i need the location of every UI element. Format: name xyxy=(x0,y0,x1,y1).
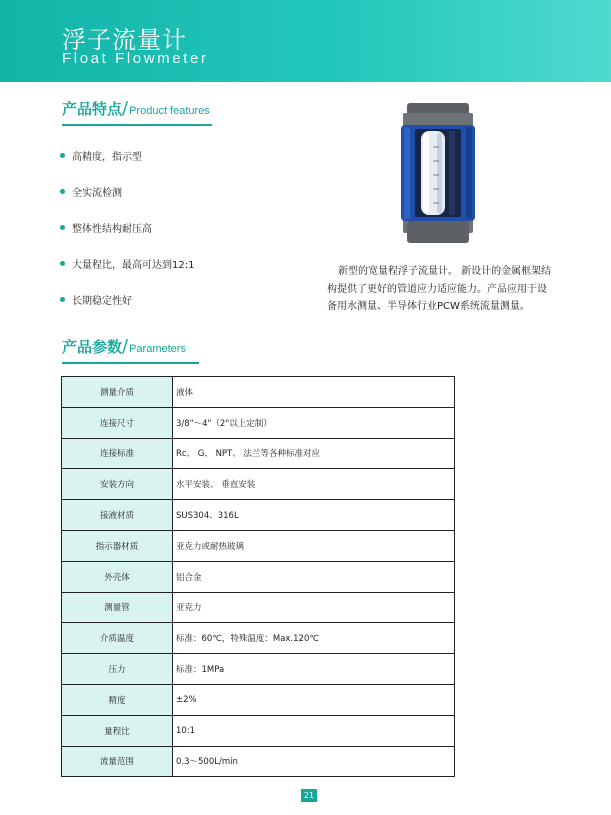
features-heading-cn: 产品特点 xyxy=(62,100,123,118)
heading-slash: / xyxy=(122,336,129,357)
param-value: SUS304、316L xyxy=(173,500,455,531)
bullet-dot-icon xyxy=(60,261,65,266)
param-label: 外壳体 xyxy=(62,561,173,592)
features-heading xyxy=(62,98,210,120)
params-heading-underline xyxy=(62,362,199,364)
feature-item: 大量程比，最高可达到12:1 xyxy=(60,245,194,281)
bullet-dot-icon xyxy=(60,297,65,302)
param-value: 亚克力或耐热玻璃 xyxy=(173,530,455,561)
table-row xyxy=(62,684,455,715)
param-label: 精度 xyxy=(62,684,173,715)
table-row xyxy=(62,438,455,469)
param-value: Rc、 G、 NPT、 法兰等各种标准对应 xyxy=(173,438,455,469)
param-label: 连接尺寸 xyxy=(62,407,173,438)
heading-slash: / xyxy=(122,98,129,119)
param-value: 3/8"～4"（2"以上定制） xyxy=(173,407,455,438)
feature-item: 整体性结构耐压高 xyxy=(60,209,194,245)
table-row xyxy=(62,377,455,408)
param-label: 指示器材质 xyxy=(62,530,173,561)
table-row xyxy=(62,592,455,623)
param-label: 测量管 xyxy=(62,592,173,623)
table-row xyxy=(62,654,455,685)
param-value: 10:1 xyxy=(173,715,455,746)
table-row xyxy=(62,715,455,746)
header-banner xyxy=(0,0,611,82)
table-row xyxy=(62,746,455,777)
param-value: 0.3～500L/min xyxy=(173,746,455,777)
table-row xyxy=(62,561,455,592)
feature-item: 高精度，指示型 xyxy=(60,137,194,173)
param-value: 标准：60℃，特殊温度：Max.120℃ xyxy=(173,623,455,654)
param-label: 介质温度 xyxy=(62,623,173,654)
table-row xyxy=(62,500,455,531)
param-value: 液体 xyxy=(173,377,455,408)
features-heading-en: Product features xyxy=(129,105,210,117)
param-label: 连接标准 xyxy=(62,438,173,469)
param-value: 亚克力 xyxy=(173,592,455,623)
param-value: ±2% xyxy=(173,684,455,715)
table-row xyxy=(62,407,455,438)
page-title: 浮子流量计 xyxy=(62,26,187,54)
param-label: 测量介质 xyxy=(62,377,173,408)
param-label: 压力 xyxy=(62,654,173,685)
float-flowmeter-image xyxy=(399,103,477,243)
param-value: 铝合金 xyxy=(173,561,455,592)
table-row xyxy=(62,469,455,500)
bullet-dot-icon xyxy=(60,189,65,194)
table-row xyxy=(62,530,455,561)
parameters-table xyxy=(61,376,455,777)
bullet-dot-icon xyxy=(60,153,65,158)
feature-list xyxy=(60,137,194,317)
params-heading-en: Parameters xyxy=(129,343,186,355)
bullet-dot-icon xyxy=(60,225,65,230)
page-subtitle: Float Flowmeter xyxy=(62,50,209,67)
param-value: 水平安装、 垂直安装 xyxy=(173,469,455,500)
table-row xyxy=(62,623,455,654)
features-heading-underline xyxy=(62,124,212,126)
param-label: 流量范围 xyxy=(62,746,173,777)
page-number: 21 xyxy=(301,789,317,802)
param-value: 标准：1MPa xyxy=(173,654,455,685)
params-heading-cn: 产品参数 xyxy=(62,338,123,356)
feature-item: 全实流检测 xyxy=(60,173,194,209)
param-label: 安装方向 xyxy=(62,469,173,500)
param-label: 量程比 xyxy=(62,715,173,746)
param-label: 接液材质 xyxy=(62,500,173,531)
product-description: 新型的宽量程浮子流量计。 新设计的金属框架结构提供了更好的管道应力适应能力。产品应用于设备用水测量、半导体行业PCW系统流量测量。 xyxy=(327,266,552,313)
feature-item: 长期稳定性好 xyxy=(60,281,194,317)
params-heading xyxy=(62,336,186,358)
